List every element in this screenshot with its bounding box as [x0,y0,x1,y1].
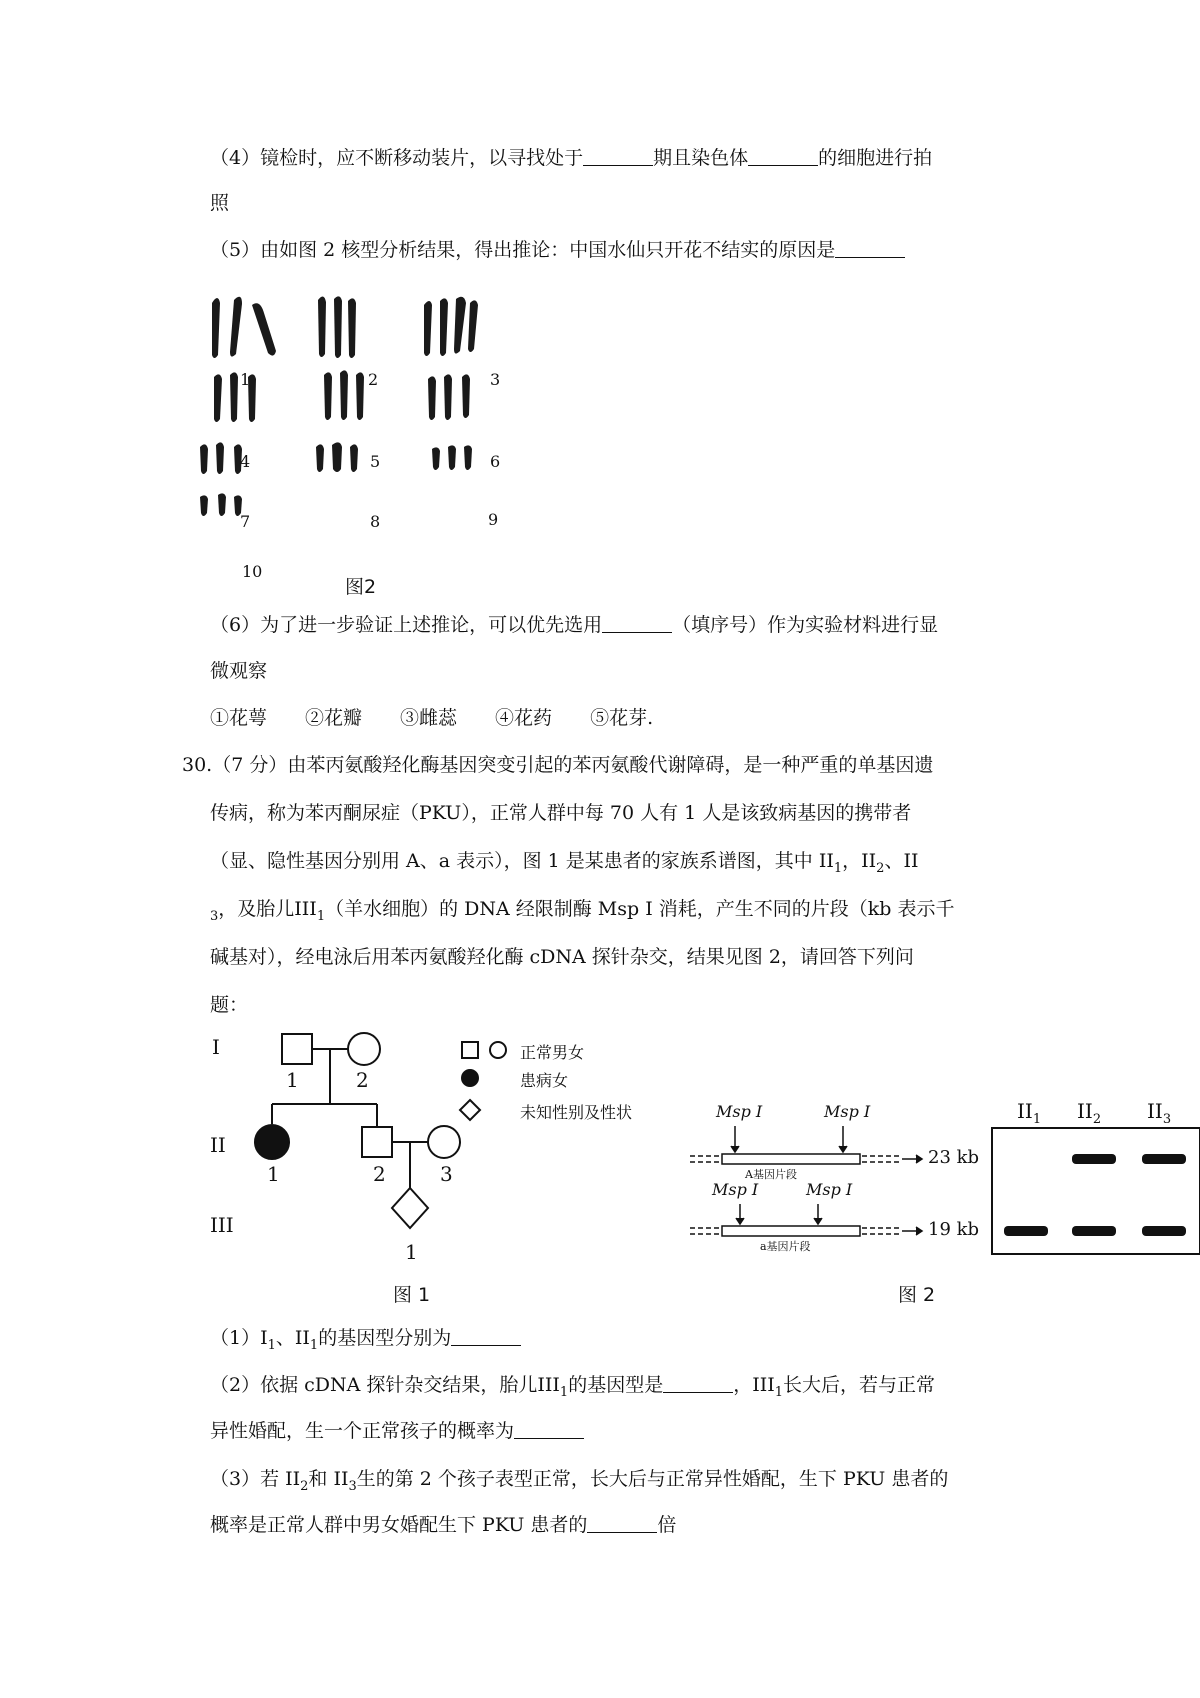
lane-II2: $II_2$ [1077,1099,1102,1127]
gel-band-II3-19kb [1142,1226,1186,1236]
label-II1: 1 [267,1162,280,1186]
answer-blank[interactable] [514,1418,584,1439]
q30-line3: （显、隐性基因分别用 A、a 表示），图 1 是某患者的家族系谱图，其中 $II_1$，$II_2$、II [210,850,919,876]
msp-label-3: Msp I [712,1180,759,1199]
gel-caption: 图 2 [898,1284,936,1306]
size-23kb: 23 kb [928,1147,980,1168]
pedigree-II2-male [362,1127,392,1157]
lane-II1: $II_1$ [1017,1099,1042,1127]
karyotype-label-8: 8 [370,512,381,531]
answer-blank[interactable] [748,145,818,166]
karyotype-caption: 图2 [345,576,377,598]
pedigree-III1-unknown [392,1188,428,1228]
karyotype-label-4: 4 [240,452,251,471]
q30-line2: 传病，称为苯丙酮尿症（PKU），正常人群中每 70 人有 1 人是该致病基因的携带者 [210,802,912,824]
pedigree-I2-female [348,1033,380,1065]
gel-band-II2-19kb [1072,1226,1116,1236]
answer-blank[interactable] [835,237,905,258]
msp-label-1: Msp I [716,1102,763,1121]
lane-II3: $II_3$ [1147,1099,1172,1127]
karyotype-label-7: 7 [240,512,251,531]
pedigree-II3-female [428,1126,460,1158]
legend-female-symbol [490,1042,506,1058]
generation-I: I [212,1035,220,1059]
q30-line6: 题： [210,994,249,1016]
q6-options [210,705,691,731]
karyotype-label-9: 9 [488,510,499,529]
q5-line: （5）由如图 2 核型分析结果，得出推论：中国水仙只开花不结实的原因是 [210,237,905,263]
a3-line1: （3）若 $II_2$和 $II_3$生的第 2 个孩子表型正常，长大后与正常异性婚配，生下 PKU 患者的 [210,1468,949,1494]
pedigree-chart [230,1020,680,1270]
gel-band-II3-23kb [1142,1154,1186,1164]
label-II2: 2 [373,1162,386,1186]
answer-blank[interactable] [587,1512,657,1533]
a2-line2: 异性婚配，生一个正常孩子的概率为 [210,1418,584,1444]
answer-blank[interactable] [451,1325,521,1346]
msp-label-2: Msp I [824,1102,871,1121]
q4-line2: 照 [210,192,230,214]
gel-band-II2-23kb [1072,1154,1116,1164]
q4-line1: （4）镜检时，应不断移动装片，以寻找处于 期且染色体 的细胞进行拍 [210,147,933,169]
generation-III: III [210,1213,234,1237]
legend-unknown: 未知性别及性状 [520,1103,633,1122]
pedigree-I1-male [282,1034,312,1064]
legend-affected: 患病女 [520,1071,569,1090]
option-2[interactable]: ②花瓣 [305,707,363,729]
option-4[interactable]: ④花药 [495,707,553,729]
pedigree-II1-affected-female [255,1125,289,1159]
karyotype-label-1: 1 [240,370,251,389]
option-1[interactable]: ①花萼 [210,707,268,729]
label-I1: 1 [286,1068,299,1092]
q30-line1: 30.（7 分）由苯丙氨酸羟化酶基因突变引起的苯丙氨酸代谢障碍，是一种严重的单基因遗 [182,754,934,776]
legend-male-symbol [462,1042,478,1058]
a3-line2: 概率是正常人群中男女婚配生下 PKU 患者的 倍 [210,1514,677,1536]
q6-line2: 微观察 [210,660,268,682]
answer-blank[interactable] [583,145,653,166]
label-II3: 3 [440,1162,453,1186]
karyotype-label-5: 5 [370,452,381,471]
legend-unknown-symbol [460,1100,480,1120]
legend-normal: 正常男女 [520,1043,585,1062]
frag-a-label: a基因片段 [760,1240,811,1253]
karyotype-label-10: 10 [242,562,263,581]
answer-blank[interactable] [602,612,672,633]
a1-line: $(1)I_1$、$II_1$的基因型分别为 [210,1325,521,1359]
q6-line1: （6）为了进一步验证上述推论，可以优先选用 （填序号）作为实验材料进行显 [210,614,939,636]
karyotype-label-6: 6 [490,452,501,471]
option-3[interactable]: ③雌蕊 [400,707,458,729]
karyotype-figure [200,285,560,585]
frag-A-label: A基因片段 [745,1168,797,1181]
label-I2: 2 [356,1068,369,1092]
karyotype-label-3: 3 [490,370,501,389]
size-19kb: 19 kb [928,1219,980,1240]
q30-line4: $_3$，及胎儿$III_1$（羊水细胞）的 DNA 经限制酶 Msp I 消耗，产生不同的片段（kb 表示千 [210,898,955,924]
generation-II: II [210,1133,226,1157]
label-III1: 1 [405,1240,418,1264]
legend-affected-symbol [462,1070,478,1086]
gel-band-II1-19kb [1004,1226,1048,1236]
option-5[interactable]: ⑤花芽. [590,707,654,729]
pedigree-caption: 图 1 [393,1284,431,1306]
answer-blank[interactable] [663,1372,733,1393]
msp-label-4: Msp I [806,1180,853,1199]
karyotype-label-2: 2 [368,370,379,389]
a2-line1: （2）依据 cDNA 探针杂交结果，胎儿$III_1$的基因型是 ，$III_1$长大后，若与正常 [210,1374,936,1400]
q30-line5: 碱基对），经电泳后用苯丙氨酸羟化酶 cDNA 探针杂交，结果见图 2，请回答下列问 [210,946,914,968]
